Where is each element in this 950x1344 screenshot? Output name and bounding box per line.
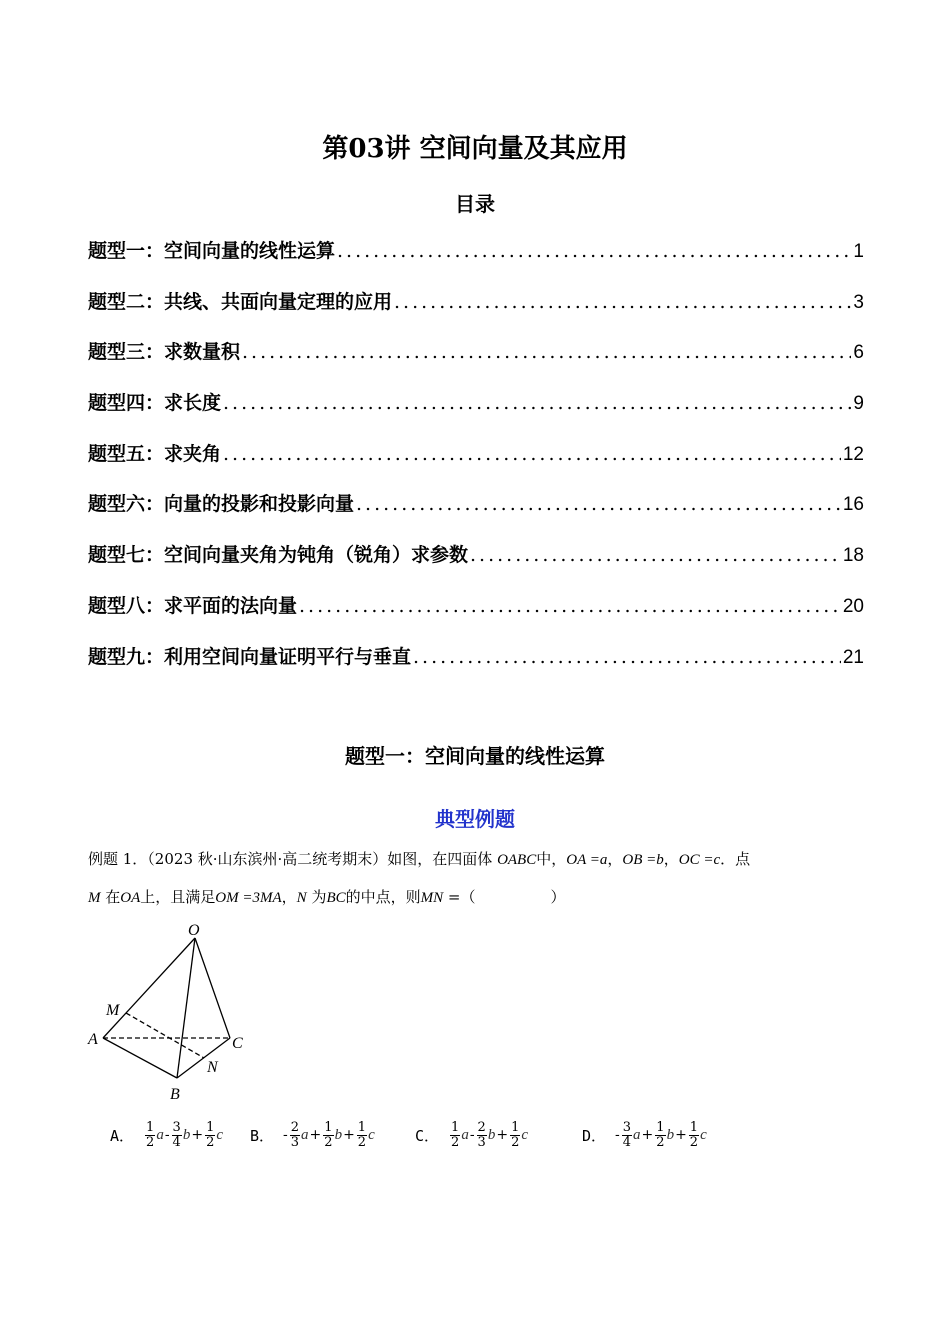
edge-oc [195,938,230,1038]
vector-variable: b [487,1126,496,1143]
numerator: 1 [146,1119,155,1135]
denominator: 3 [477,1134,486,1150]
vector-variable: a [461,1126,469,1143]
numerator: 1 [324,1119,333,1135]
denominator: 2 [511,1134,520,1150]
vector-variable: b [334,1126,343,1143]
operator: + [675,1127,687,1143]
vector-variable: b [182,1126,191,1143]
segment-mn [126,1013,204,1058]
toc-leader-dots [413,646,841,668]
question-text: ， [281,888,297,906]
vector-variable: c [216,1126,224,1143]
table-of-contents [88,236,864,692]
denominator: 2 [451,1134,460,1150]
toc-leader-dots [394,291,851,313]
numerator: 2 [477,1119,486,1135]
vector-oa: OA =a [566,852,608,868]
question-prefix: 例题 1．（2023 秋·山东滨州·高二统考期末）如图，在四面体 [88,850,498,868]
vector-variable: c [521,1126,529,1143]
toc-page-number: 20 [842,595,864,617]
question-text: 在 [100,888,121,906]
option-d[interactable] [582,1112,707,1158]
edge-oa [103,938,195,1038]
vector-variable: a [633,1126,641,1143]
vector-variable: c [700,1126,707,1143]
numerator: 1 [206,1119,215,1135]
point-n: N [296,890,307,906]
denominator: 2 [324,1134,333,1150]
fraction [172,1121,182,1149]
numerator: 1 [451,1119,460,1135]
toc-entry-label: 题型三：求数量积 [88,341,241,364]
operator: - [164,1127,170,1143]
label-c: C [232,1035,243,1052]
vector-variable: b [666,1126,675,1143]
label-o: O [188,922,200,939]
operator: - [615,1127,620,1143]
toc-entry-label: 题型四：求长度 [88,392,222,415]
operator: + [343,1127,355,1143]
toc-entry-label: 题型六：向量的投影和投影向量 [88,493,355,516]
label-n: N [207,1059,218,1076]
edge-ob [177,938,195,1078]
fraction [290,1121,300,1149]
option-letter: D． [582,1126,607,1145]
question-line-1 [88,848,878,869]
toc-entry-label: 题型七：空间向量夹角为钝角（锐角）求参数 [88,544,469,567]
question-text: =（ ） [443,888,566,906]
label-b: B [170,1086,180,1103]
operator: + [191,1127,204,1143]
toc-leader-dots [242,341,851,363]
toc-leader-dots [337,240,851,262]
toc-entry[interactable] [88,591,864,642]
question-text: ．点 [720,850,751,868]
vector-mn: MN [420,890,444,906]
toc-page-number: 3 [853,291,864,313]
denominator: 2 [206,1134,215,1150]
toc-entry-label: 题型二：共线、共面向量定理的应用 [88,290,393,313]
toc-entry[interactable] [88,287,864,338]
fraction [477,1121,487,1149]
tetrahedron-name: OABC [497,852,537,868]
vector-variable: a [301,1126,309,1143]
numerator: 3 [622,1119,632,1135]
point-m: M [88,890,101,906]
toc-entry-label: 题型九：利用空间向量证明平行与垂直 [88,645,412,668]
option-letter: C． [415,1126,440,1145]
example-heading: 典型例题 [435,807,515,831]
toc-leader-dots [223,443,841,465]
fraction [689,1121,699,1149]
toc-leader-dots [470,544,841,566]
question-text: 为 [306,888,327,906]
vector-variable: a [156,1126,164,1143]
separator: ， [663,850,679,868]
option-c[interactable] [415,1112,528,1158]
fraction [323,1121,333,1149]
numerator: 1 [656,1119,665,1135]
toc-entry[interactable] [88,388,864,439]
numerator: 1 [357,1119,367,1135]
operator: + [641,1127,654,1143]
toc-entry[interactable] [88,489,864,540]
toc-leader-dots [223,392,851,414]
denominator: 4 [622,1134,632,1150]
operator: + [309,1127,322,1143]
label-a: A [88,1031,98,1048]
numerator: 3 [172,1119,181,1135]
toc-entry-label: 题型五：求夹角 [88,442,222,465]
fraction [205,1121,215,1149]
numerator: 2 [290,1119,300,1135]
option-b[interactable] [250,1112,375,1158]
question-line-2 [88,886,878,907]
page-title: 第03讲 空间向量及其应用 [322,134,628,164]
question-text: 的中点，则 [345,888,421,906]
operator: - [283,1127,288,1143]
toc-entry[interactable] [88,540,864,591]
fraction [622,1121,632,1149]
toc-entry[interactable] [88,236,864,287]
fraction [357,1121,367,1149]
denominator: 2 [656,1134,665,1150]
fraction [655,1121,665,1149]
denominator: 2 [146,1134,155,1150]
operator: + [496,1127,509,1143]
vector-oc: OC =c [678,852,721,868]
question-text: 上，且满足 [140,888,216,906]
toc-page-number: 16 [842,494,864,516]
fraction [510,1121,520,1149]
segment-bc: BC [326,890,346,906]
toc-entry-label: 题型一：空间向量的线性运算 [88,240,336,262]
operator: - [469,1127,475,1143]
toc-page-number: 18 [842,545,864,567]
separator: ， [607,850,623,868]
numerator: 1 [511,1119,520,1135]
numerator: 1 [689,1119,699,1135]
option-letter: A． [110,1126,135,1145]
toc-entry[interactable] [88,337,864,388]
toc-page-number: 6 [853,342,864,364]
toc-page-number: 12 [842,443,864,465]
segment-oa: OA [120,890,141,906]
fraction [145,1121,155,1149]
condition-om: OM =3MA [215,890,282,906]
vector-ob: OB =b [622,852,664,868]
denominator: 4 [172,1134,181,1150]
edge-ab [103,1038,177,1078]
toc-page-number: 21 [842,646,864,668]
answer-options [110,1112,810,1162]
toc-entry-label: 题型八：求平面的法向量 [88,594,298,617]
vector-variable: c [368,1126,375,1143]
denominator: 3 [290,1134,300,1150]
label-m: M [106,1002,120,1019]
option-letter: B． [250,1126,275,1145]
option-a[interactable] [110,1112,223,1158]
section-heading: 题型一：空间向量的线性运算 [345,744,605,768]
fraction [450,1121,460,1149]
toc-page-number: 9 [853,393,864,415]
toc-heading: 目录 [455,192,495,216]
denominator: 2 [689,1134,699,1150]
toc-entry[interactable] [88,642,864,693]
toc-leader-dots [356,493,841,515]
question-text: 中， [536,850,567,868]
toc-leader-dots [299,595,841,617]
denominator: 2 [357,1134,367,1150]
toc-page-number: 1 [853,241,864,262]
toc-entry[interactable] [88,439,864,490]
tetrahedron-figure [80,918,260,1108]
